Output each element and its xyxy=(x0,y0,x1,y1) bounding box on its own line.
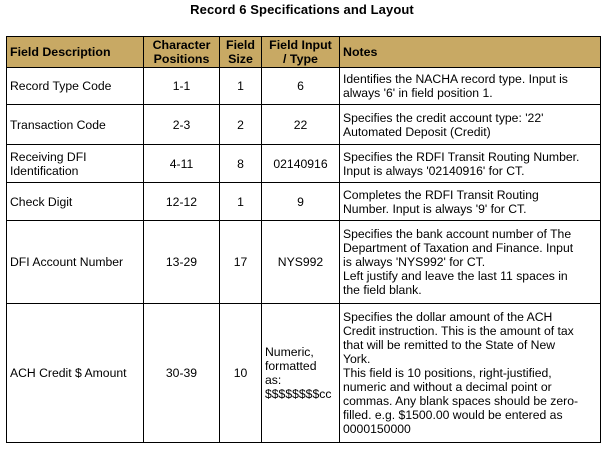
character-positions-cell: 4-11 xyxy=(144,145,220,183)
table-row xyxy=(7,68,601,105)
character-positions-cell: 13-29 xyxy=(144,221,220,304)
character-positions-cell: 30-39 xyxy=(144,304,220,443)
field-input-cell: 02140916 xyxy=(262,145,340,183)
page-title: Record 6 Specifications and Layout xyxy=(190,2,414,17)
table-row xyxy=(7,221,601,304)
table-header-row xyxy=(7,37,601,68)
field-size-cell: 10 xyxy=(220,304,262,443)
column-header-notes: Notes xyxy=(340,37,601,68)
field-input-cell: 9 xyxy=(262,183,340,221)
field-size-cell: 1 xyxy=(220,68,262,105)
notes-cell: Completes the RDFI Transit Routing Number. Input is always '9' for CT. xyxy=(340,183,601,221)
field-input-cell: NYS992 xyxy=(262,221,340,304)
field-size-cell: 8 xyxy=(220,145,262,183)
record-6-spec-table xyxy=(6,36,601,443)
field-description-cell: Record Type Code xyxy=(7,68,144,105)
column-header-character-positions: Character Positions xyxy=(144,37,220,68)
notes-cell: Identifies the NACHA record type. Input is always '6' in field position 1. xyxy=(340,68,601,105)
field-description-cell: Receiving DFI Identification xyxy=(7,145,144,183)
field-size-cell: 2 xyxy=(220,105,262,145)
character-positions-cell: 12-12 xyxy=(144,183,220,221)
notes-cell: Specifies the credit account type: '22' Automated Deposit (Credit) xyxy=(340,105,601,145)
notes-cell: Specifies the RDFI Transit Routing Number. Input is always '02140916' for CT. xyxy=(340,145,601,183)
column-header-field-input-type: Field Input / Type xyxy=(262,37,340,68)
field-description-cell: Check Digit xyxy=(7,183,144,221)
table-row xyxy=(7,105,601,145)
field-input-cell: 22 xyxy=(262,105,340,145)
table-row xyxy=(7,304,601,443)
column-header-field-size: Field Size xyxy=(220,37,262,68)
field-description-cell: DFI Account Number xyxy=(7,221,144,304)
field-input-cell: 6 xyxy=(262,68,340,105)
notes-cell: Specifies the bank account number of The Department of Taxation and Finance. Input is always 'NYS992' for CT. Left justify and leave the last 11 spaces in the field blank. xyxy=(340,221,601,304)
column-header-field-description: Field Description xyxy=(7,37,144,68)
field-input-cell: Numeric, formatted as: $$$$$$$$cc xyxy=(262,304,340,443)
field-size-cell: 17 xyxy=(220,221,262,304)
field-size-cell: 1 xyxy=(220,183,262,221)
character-positions-cell: 2-3 xyxy=(144,105,220,145)
table-row xyxy=(7,183,601,221)
table-row xyxy=(7,145,601,183)
field-description-cell: ACH Credit $ Amount xyxy=(7,304,144,443)
field-description-cell: Transaction Code xyxy=(7,105,144,145)
character-positions-cell: 1-1 xyxy=(144,68,220,105)
notes-cell: Specifies the dollar amount of the ACH Credit instruction. This is the amount of tax that will be remitted to the State of New York. This field is 10 positions, right-justified, numeric and without a decimal point or commas. Any blank spaces should be zero- filled. e.g. $1500.00 would be entered as 0000150000 xyxy=(340,304,601,443)
